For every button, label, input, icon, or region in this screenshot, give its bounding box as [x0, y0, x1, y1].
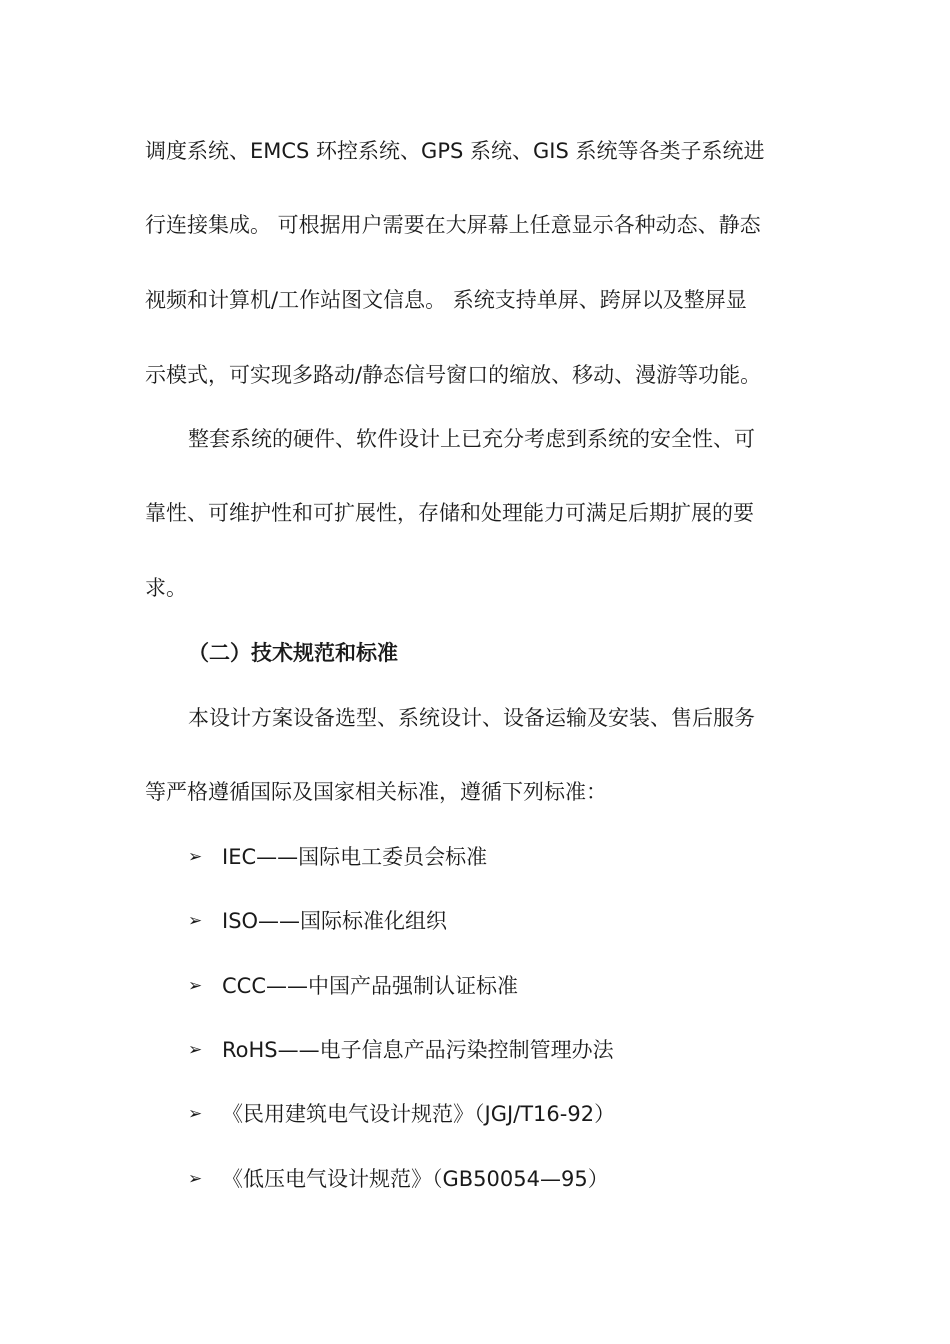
paragraph-line: 整套系统的硬件、软件设计上已充分考虑到系统的安全性、可 [188, 427, 755, 451]
standard-list-item [188, 842, 487, 872]
standard-text: CCC——中国产品强制认证标准 [222, 974, 518, 998]
standard-text: 《民用建筑电气设计规范》（JGJ/T16-92） [222, 1102, 616, 1126]
paragraph-line: 本设计方案设备选型、系统设计、设备运输及安装、售后服务 [188, 706, 755, 730]
paragraph-line: 示模式，可实现多路动/静态信号窗口的缩放、移动、漫游等功能。 [145, 363, 762, 387]
standard-text: RoHS——电子信息产品污染控制管理办法 [222, 1038, 614, 1062]
paragraph-line: 视频和计算机/工作站图文信息。 系统支持单屏、跨屏以及整屏显 [145, 288, 747, 312]
arrow-bullet-icon: ➢ [188, 911, 203, 931]
paragraph-line: 行连接集成。 可根据用户需要在大屏幕上任意显示各种动态、静态 [145, 213, 761, 237]
standard-list-item [188, 1035, 614, 1065]
paragraph-line: 靠性、可维护性和可扩展性，存储和处理能力可满足后期扩展的要 [145, 501, 754, 525]
arrow-bullet-icon: ➢ [188, 1104, 203, 1124]
section-heading: （二）技术规范和标准 [188, 641, 398, 665]
standard-list-item [188, 971, 518, 1001]
arrow-bullet-icon: ➢ [188, 1169, 203, 1189]
paragraph-line: 调度系统、EMCS 环控系统、GPS 系统、GIS 系统等各类子系统进 [145, 139, 765, 163]
standard-list-item [188, 1164, 609, 1194]
standard-text: IEC——国际电工委员会标准 [222, 845, 488, 869]
standard-list-item [188, 1099, 615, 1129]
standard-list-item [188, 906, 447, 936]
paragraph-line: 求。 [145, 576, 187, 600]
paragraph-line: 等严格遵循国际及国家相关标准，遵循下列标准： [145, 780, 607, 804]
arrow-bullet-icon: ➢ [188, 1040, 203, 1060]
standard-text: ISO——国际标准化组织 [222, 909, 448, 933]
standard-text: 《低压电气设计规范》（GB50054—95） [222, 1167, 609, 1191]
arrow-bullet-icon: ➢ [188, 847, 203, 867]
arrow-bullet-icon: ➢ [188, 976, 203, 996]
